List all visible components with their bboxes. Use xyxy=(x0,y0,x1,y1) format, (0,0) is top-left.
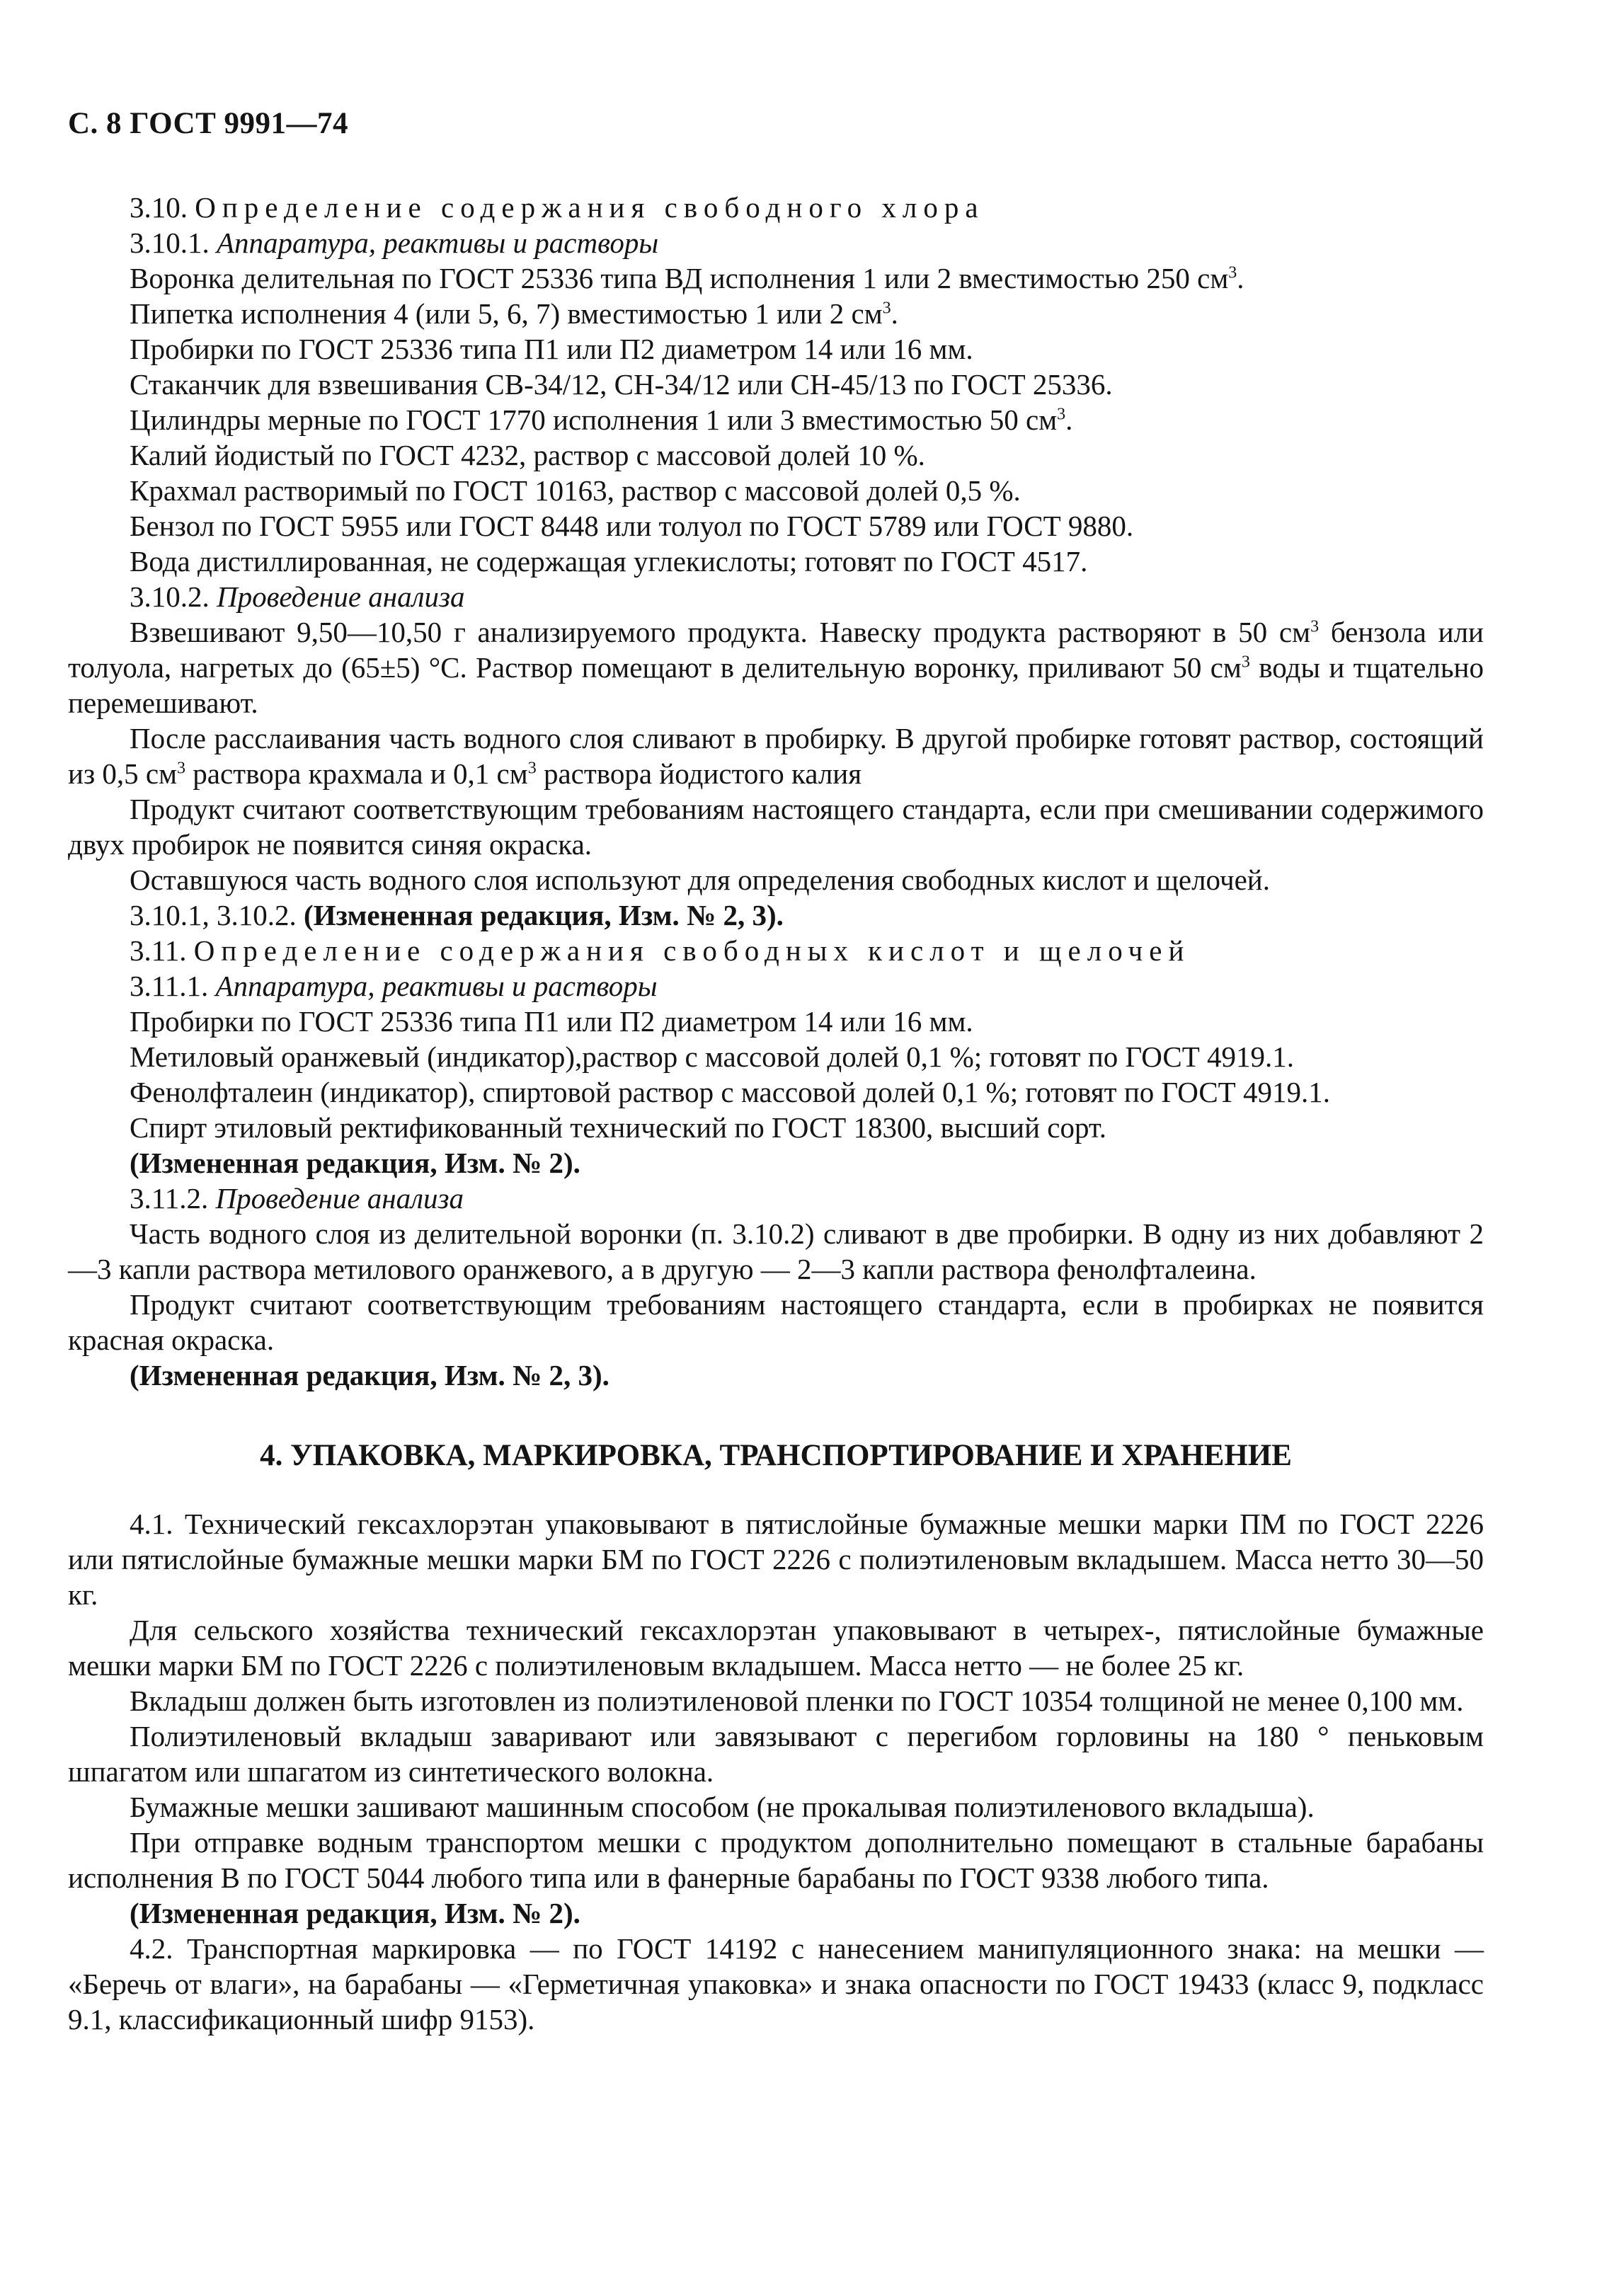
list-item: Цилиндры мерные по ГОСТ 1770 исполнения 1 или 3 вместимостью 50 $см^3$. xyxy=(130,403,1073,436)
paragraph: 4.1. Технический гексахлорэтан упаковывают в пятислойные бумажные мешки марки ПМ по ГОСТ 2226 или пятислойные бумажные мешки марки БМ по ГОСТ 2226 с полиэтиленовым вкладышем. Масса нетто 30—50 кг. xyxy=(68,1508,1484,1611)
paragraph: Взвешивают 9,50—10,50 г анализируемого продукта. Навеску продукта растворяют в 50 $см^3$ бензола или толуола, нагретых до (65±5) °С. Раствор помещают в делительную воронку, приливают 50 $см^3$ воды и тщательно перемешивают. xyxy=(68,616,1484,719)
section-title: Определение содержания свободного хлора xyxy=(195,191,985,224)
list-item: Спирт этиловый ректификованный технический по ГОСТ 18300, высший сорт. xyxy=(130,1111,1107,1144)
list-item: Метиловый оранжевый (индикатор),раствор с массовой долей 0,1 %; готовят по ГОСТ 4919.1. xyxy=(130,1040,1294,1073)
list-item: Стаканчик для взвешивания СВ-34/12, СН-34/12 или СН-45/13 по ГОСТ 25336. xyxy=(130,368,1113,401)
page-header: С. 8 ГОСТ 9991—74 xyxy=(68,107,349,140)
paragraph: Продукт считают соответствующим требованиям настоящего стандарта, если в пробирках не появится красная окраска. xyxy=(68,1288,1484,1356)
list-item: Крахмал растворимый по ГОСТ 10163, раствор с массовой долей 0,5 %. xyxy=(130,474,1021,507)
section-number: 3.10.1. xyxy=(130,226,210,259)
list-item: Пробирки по ГОСТ 25336 типа П1 или П2 диаметром 14 или 16 мм. xyxy=(130,333,973,365)
section-title: Аппаратура, реактивы и растворы xyxy=(215,970,658,1002)
amendment-note: (Измененная редакция, Изм. № 2, 3). xyxy=(130,1359,609,1391)
section-number: 3.10.2. xyxy=(130,580,210,613)
section-3-10-heading xyxy=(68,190,1484,225)
list-item: Вода дистиллированная, не содержащая углекислоты; готовят по ГОСТ 4517. xyxy=(130,545,1088,578)
paragraph: 4.2. Транспортная маркировка — по ГОСТ 14192 с нанесением манипуляционного знака: на мешки — «Беречь от влаги», на барабаны — «Герметичная упаковка» и знака опасности по ГОСТ 19433 (класс 9, подкласс 9.1, классификационный шифр 9153). xyxy=(68,1932,1484,2036)
list-item: Фенолфталеин (индикатор), спиртовой раствор с массовой долей 0,1 %; готовят по ГОСТ 4919.1. xyxy=(130,1076,1330,1108)
section-number: 3.10. xyxy=(130,191,188,224)
list-item: Калий йодистый по ГОСТ 4232, раствор с массовой долей 10 %. xyxy=(130,439,925,471)
amendment-note: (Измененная редакция, Изм. № 2). xyxy=(130,1147,580,1179)
paragraph: Вкладыш должен быть изготовлен из полиэтиленовой пленки по ГОСТ 10354 толщиной не менее 0,100 мм. xyxy=(130,1684,1464,1717)
paragraph: Оставшуюся часть водного слоя используют для определения свободных кислот и щелочей. xyxy=(130,863,1270,896)
document-body xyxy=(68,190,1484,2037)
section-number: 3.11.2. xyxy=(130,1182,209,1215)
section-3-10-2-heading xyxy=(68,579,1484,614)
section-title: Определение содержания свободных кислот и щелочей xyxy=(193,934,1191,967)
section-3-11-heading xyxy=(68,933,1484,968)
paragraph: Продукт считают соответствующим требованиям настоящего стандарта, если при смешивании содержимого двух пробирок не появится синяя окраска. xyxy=(68,793,1484,861)
amendment-note: (Измененная редакция, Изм. № 2). xyxy=(130,1897,580,1929)
section-title: Проведение анализа xyxy=(217,580,465,613)
paragraph: После расслаивания часть водного слоя сливают в пробирку. В другой пробирке готовят раствор, состоящий из 0,5 $см^3$ раствора крахмала и 0,1 $см^3$ раствора йодистого калия xyxy=(68,722,1484,790)
section-3-11-2-heading xyxy=(68,1181,1484,1216)
amendment-note: 3.10.1, 3.10.2. (Измененная редакция, Изм. № 2, 3). xyxy=(130,899,784,931)
paragraph: При отправке водным транспортом мешки с продуктом дополнительно помещают в стальные барабаны исполнения В по ГОСТ 5044 любого типа или в фанерные барабаны по ГОСТ 9338 любого типа. xyxy=(68,1826,1484,1894)
section-4-heading: 4. УПАКОВКА, МАРКИРОВКА, ТРАНСПОРТИРОВАНИЕ И ХРАНЕНИЕ xyxy=(260,1439,1292,1472)
section-title: Проведение анализа xyxy=(215,1182,464,1215)
list-item: Бензол по ГОСТ 5955 или ГОСТ 8448 или толуол по ГОСТ 5789 или ГОСТ 9880. xyxy=(130,510,1134,542)
paragraph: Полиэтиленовый вкладыш заваривают или завязывают с перегибом горловины на 180 ° пеньковым шпагатом или шпагатом из синтетического волокна. xyxy=(68,1720,1484,1788)
list-item: Воронка делительная по ГОСТ 25336 типа ВД исполнения 1 или 2 вместимостью 250 $см^3$. xyxy=(130,262,1244,294)
paragraph: Часть водного слоя из делительной воронки (п. 3.10.2) сливают в две пробирки. В одну из них добавляют 2—3 капли раствора метилового оранжевого, а в другую — 2—3 капли раствора фенолфталеина. xyxy=(68,1217,1484,1285)
paragraph: Бумажные мешки зашивают машинным способом (не прокалывая полиэтиленового вкладыша). xyxy=(130,1791,1315,1823)
section-number: 3.11.1. xyxy=(130,970,209,1002)
section-3-11-1-heading xyxy=(68,968,1484,1004)
list-item: Пробирки по ГОСТ 25336 типа П1 или П2 диаметром 14 или 16 мм. xyxy=(130,1005,973,1038)
section-number: 3.11. xyxy=(130,934,187,967)
section-title: Аппаратура, реактивы и растворы xyxy=(217,226,659,259)
paragraph: Для сельского хозяйства технический гексахлорэтан упаковывают в четырех-, пятислойные бумажные мешки марки БМ по ГОСТ 2226 с полиэтиленовым вкладышем. Масса нетто — не более 25 кг. xyxy=(68,1614,1484,1682)
section-3-10-1-heading xyxy=(68,225,1484,260)
list-item: Пипетка исполнения 4 (или 5, 6, 7) вместимостью 1 или 2 $см^3$. xyxy=(130,297,898,330)
